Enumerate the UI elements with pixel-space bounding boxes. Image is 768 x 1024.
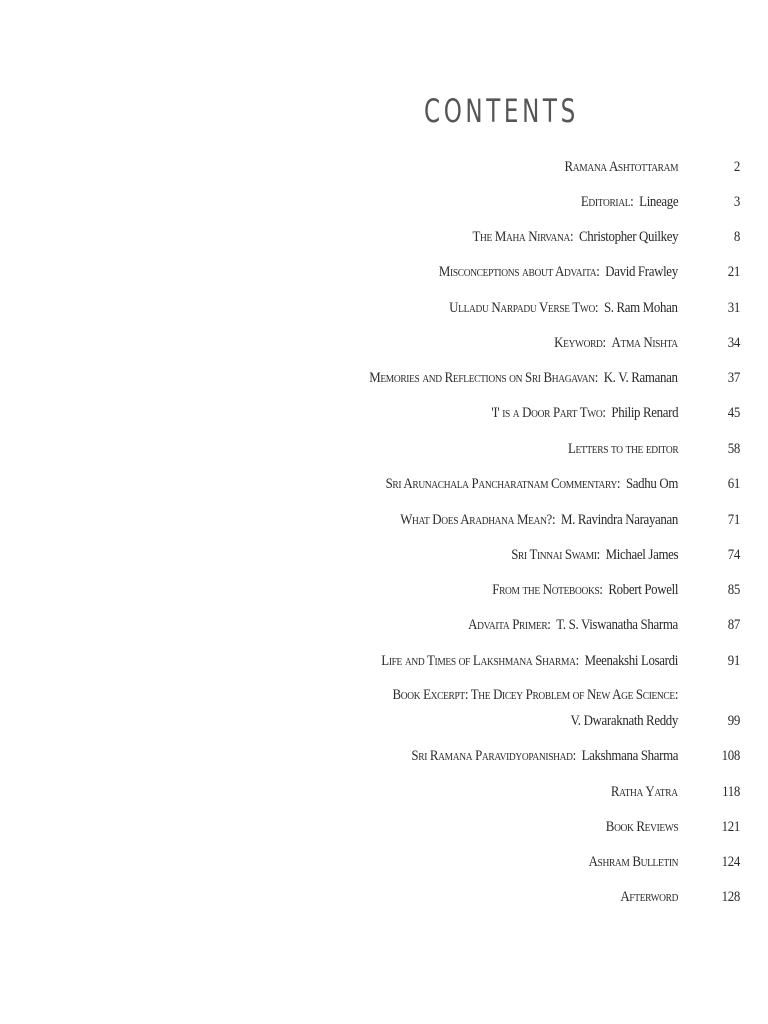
page-number: 37: [727, 370, 740, 386]
entry-author: Philip Renard: [611, 405, 678, 421]
toc-entry[interactable]: [333, 650, 678, 674]
toc-entry[interactable]: [338, 473, 678, 497]
entry-author: T. S. Viswanatha Sharma: [556, 617, 678, 633]
toc-entry[interactable]: [565, 191, 678, 215]
toc-entry[interactable]: [546, 156, 678, 180]
toc-entry[interactable]: [319, 367, 678, 391]
entry-author: Sadhu Om: [625, 476, 678, 492]
entry-label: Memories and Reflections on Sri Bhagavan:: [369, 370, 599, 386]
entry-label: Ratha Yatra: [611, 784, 678, 800]
entry-label: Ramana Ashtottaram: [564, 159, 678, 175]
entry-label: The Maha Nirvana:: [472, 229, 574, 245]
toc-entry[interactable]: [346, 684, 678, 732]
entry-author: Atma Nishta: [611, 335, 678, 351]
toc-entry[interactable]: [400, 261, 678, 285]
page-number: 99: [727, 713, 740, 729]
page-number: 2: [733, 159, 740, 175]
toc-entry[interactable]: [574, 851, 678, 875]
entry-author: Lakshmana Sharma: [581, 748, 678, 764]
page-number: 8: [733, 229, 740, 245]
entry-label: Sri Tinnai Swami:: [510, 547, 600, 563]
entry-author: Meenakshi Losardi: [584, 653, 678, 669]
toc-entry[interactable]: [600, 781, 678, 805]
entry-author: Robert Powell: [608, 582, 678, 598]
toc-entry[interactable]: [355, 509, 678, 533]
entry-author: S. Ram Mohan: [604, 300, 678, 316]
entry-author: Lineage: [638, 194, 678, 210]
entry-author: M. Ravindra Narayanan: [560, 512, 678, 528]
entry-author: Michael James: [605, 547, 678, 563]
page-number: 87: [727, 617, 740, 633]
toc-entry[interactable]: [534, 332, 678, 356]
page-number: 85: [727, 582, 740, 598]
toc-entry[interactable]: [368, 745, 678, 769]
entry-author: V. Dwaraknath Reddy: [570, 713, 678, 729]
page-number: 31: [727, 300, 740, 316]
entry-label: Keyword:: [554, 335, 607, 351]
page-number: 121: [721, 819, 740, 835]
page-number: 128: [721, 889, 740, 905]
page-number: 21: [727, 264, 740, 280]
entry-label: What Does Aradhana Mean?:: [400, 512, 556, 528]
page-number: 3: [733, 194, 740, 210]
entry-author: David Frawley: [605, 264, 678, 280]
toc-entry[interactable]: [434, 614, 678, 638]
entry-label: Sri Arunachala Pancharatnam Commentary:: [385, 476, 621, 492]
toc-entry[interactable]: [412, 297, 678, 321]
page-number: 108: [721, 748, 740, 764]
entry-label: 'I' is a Door Part Two:: [491, 405, 606, 421]
page-number: 61: [727, 476, 740, 492]
toc-entry[interactable]: [594, 816, 678, 840]
page-number: 74: [727, 547, 740, 563]
toc-entry[interactable]: [462, 579, 678, 603]
entry-label: From the Notebooks:: [492, 582, 603, 598]
page-title: CONTENTS: [424, 92, 579, 130]
entry-label: Ashram Bulletin: [588, 854, 678, 870]
page-number: 58: [727, 441, 740, 457]
page-number: 124: [721, 854, 740, 870]
entry-label: Afterword: [620, 889, 678, 905]
entry-label: Book Excerpt: The Dicey Problem of New Age Science:: [392, 687, 678, 703]
page-number: 118: [722, 784, 740, 800]
entry-label: Ulladu Narpadu Verse Two:: [449, 300, 599, 316]
entry-label: Editorial:: [580, 194, 634, 210]
entry-label: Life and Times of Lakshmana Sharma:: [381, 653, 579, 669]
entry-label: Advaita Primer:: [468, 617, 551, 633]
toc-entry[interactable]: [461, 402, 678, 426]
entry-label: Misconceptions about Advaita:: [439, 264, 600, 280]
toc-entry[interactable]: [550, 438, 678, 462]
page-number: 34: [727, 335, 740, 351]
toc-entry[interactable]: [484, 544, 678, 568]
entry-author: K. V. Ramanan: [604, 370, 678, 386]
toc-entry[interactable]: [611, 886, 678, 910]
page-number: 91: [727, 653, 740, 669]
entry-label: Sri Ramana Paravidyopanishad:: [411, 748, 576, 764]
page-number: 45: [727, 405, 740, 421]
entry-label: Letters to the editor: [567, 441, 678, 457]
entry-label: Book Reviews: [605, 819, 678, 835]
page-number: 71: [727, 512, 740, 528]
toc-entry[interactable]: [439, 226, 678, 250]
entry-author: Christopher Quilkey: [578, 229, 678, 245]
